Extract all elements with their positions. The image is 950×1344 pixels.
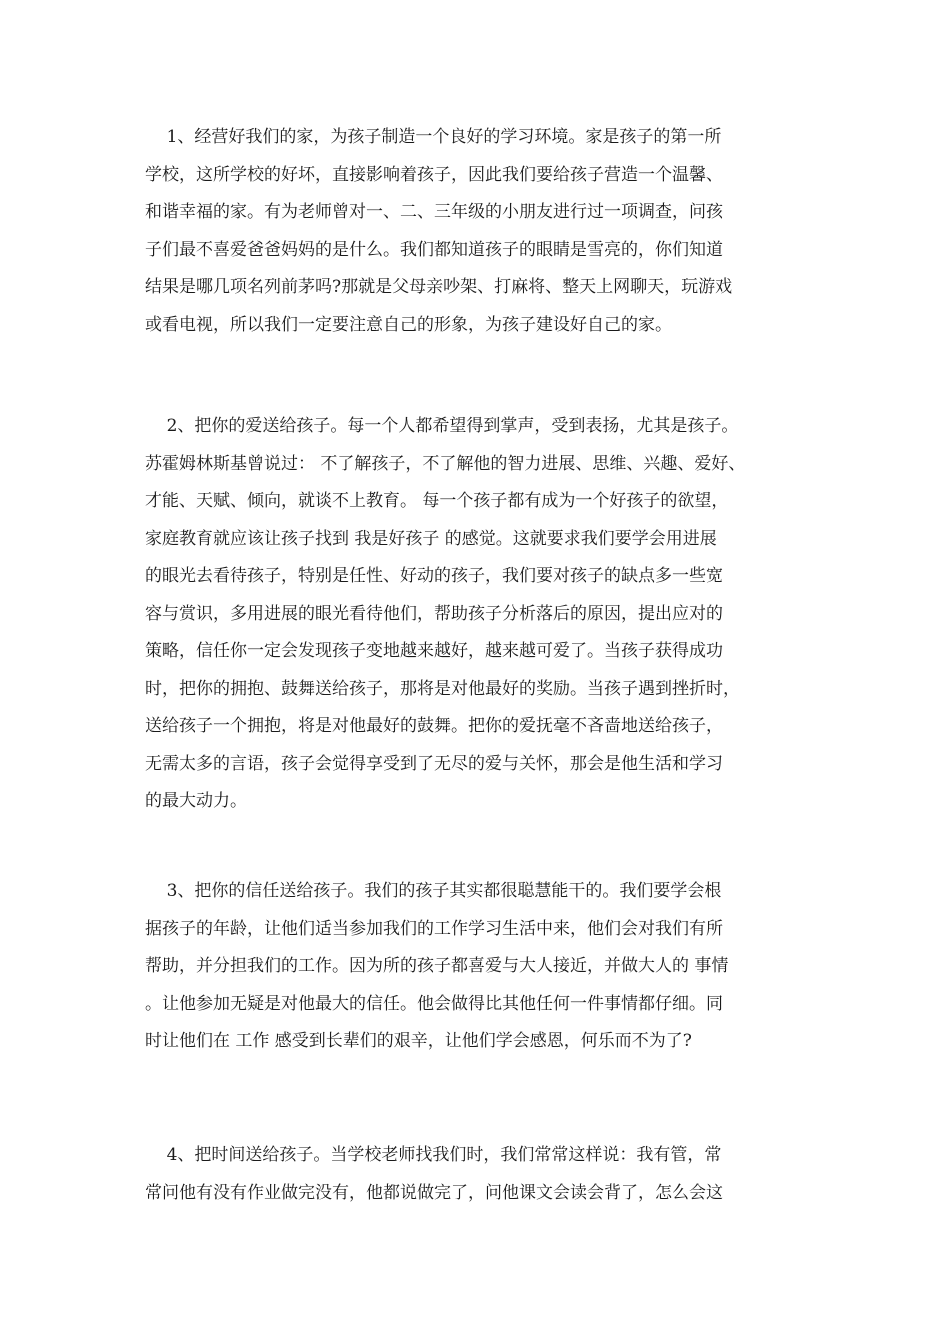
text-line: 。让他参加无疑是对他最大的信任。他会做得比其他任何一件事情都仔细。同 — [145, 993, 723, 1014]
text-line: 帮助，并分担我们的工作。因为所的孩子都喜爱与大人接近，并做大人的 事情 — [145, 956, 729, 976]
text-line: 4、把时间送给孩子。当学校老师找我们时，我们常常这样说：我有管，常 — [145, 1145, 722, 1165]
text-line: 送给孩子一个拥抱，将是对他最好的鼓舞。把你的爱抚毫不吝啬地送给孩子， — [145, 716, 723, 736]
text-line: 结果是哪几项名列前茅吗?那就是父母亲吵架、打麻将、整天上网聊天，玩游戏 — [145, 277, 733, 297]
text-line: 或看电视，所以我们一定要注意自己的形象，为孩子建设好自己的家。 — [145, 314, 672, 335]
text-line: 子们最不喜爱爸爸妈妈的是什么。我们都知道孩子的眼睛是雪亮的，你们知道 — [145, 239, 723, 260]
text-line: 的眼光去看待孩子，特别是任性、好动的孩子，我们要对孩子的缺点多一些宽 — [145, 566, 723, 586]
text-line: 据孩子的年龄，让他们适当参加我们的工作学习生活中来，他们会对我们有所 — [145, 918, 723, 939]
text-line: 时让他们在 工作 感受到长辈们的艰辛，让他们学会感恩，何乐而不为了? — [145, 1031, 692, 1051]
text-line: 和谐幸福的家。有为老师曾对一、二、三年级的小朋友进行过一项调查，问孩 — [145, 202, 723, 222]
text-line: 2、把你的爱送给孩子。每一个人都希望得到掌声，受到表扬，尤其是孩子。 — [145, 416, 739, 436]
paragraph-3 — [145, 873, 820, 1061]
text-line: 才能、天赋、倾向，就谈不上教育。 每一个孩子都有成为一个好孩子的欲望， — [145, 491, 729, 511]
text-line: 3、把你的信任送给孩子。我们的孩子其实都很聪慧能干的。我们要学会根 — [145, 881, 722, 901]
paragraph-4 — [145, 1137, 820, 1212]
text-line: 家庭教育就应该让孩子找到 我是好孩子 的感觉。这就要求我们要学会用进展 — [145, 528, 717, 549]
paragraph-2 — [145, 408, 820, 821]
text-line: 时，把你的拥抱、鼓舞送给孩子，那将是对他最好的奖励。当孩子遇到挫折时， — [145, 678, 740, 699]
text-line: 学校，这所学校的好坏，直接影响着孩子，因此我们要给孩子营造一个温馨、 — [145, 164, 723, 185]
text-line: 容与赏识，多用进展的眼光看待他们，帮助孩子分析落后的原因，提出应对的 — [145, 603, 723, 624]
text-line: 1、经营好我们的家，为孩子制造一个良好的学习环境。家是孩子的第一所 — [145, 127, 722, 147]
text-line: 策略，信任你一定会发现孩子变地越来越好，越来越可爱了。当孩子获得成功 — [145, 641, 723, 661]
text-line: 苏霍姆林斯基曾说过： 不了解孩子，不了解他的智力进展、思维、兴趣、爱好、 — [145, 453, 746, 474]
text-line: 常问他有没有作业做完没有，他都说做完了，问他课文会读会背了，怎么会这 — [145, 1182, 723, 1203]
paragraph-1 — [145, 119, 820, 344]
text-line: 的最大动力。 — [145, 791, 247, 811]
text-line: 无需太多的言语，孩子会觉得享受到了无尽的爱与关怀，那会是他生活和学习 — [145, 753, 723, 774]
